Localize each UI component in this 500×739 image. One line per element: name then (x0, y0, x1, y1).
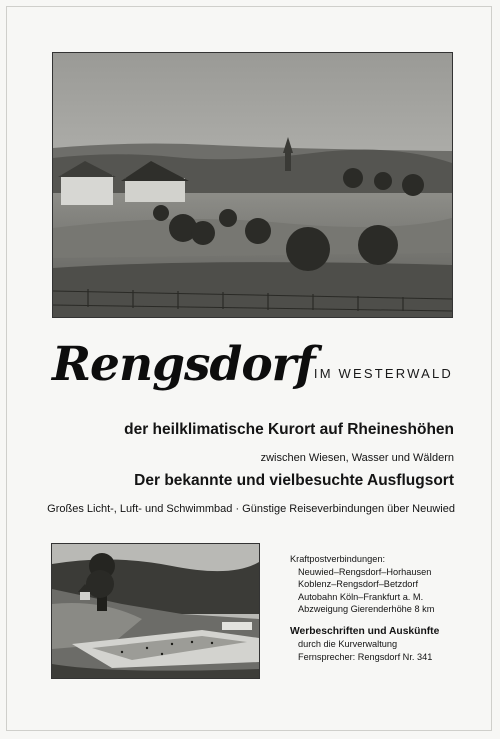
town-title: Rengsdorf (52, 337, 315, 392)
route-line: Koblenz–Rengsdorf–Betzdorf (298, 579, 419, 590)
tagline-kurort: der heilklimatische Kurort auf Rheineshöhen (124, 421, 454, 438)
tagline-ausflugsort: Der bekannte und vielbesuchte Ausflugsort (134, 472, 454, 489)
route-line: Abzweigung Gierenderhöhe 8 km (298, 604, 435, 615)
kraftpost-heading: Kraftpostverbindungen: (290, 554, 386, 564)
route-line: Neuwied–Rengsdorf–Horhausen (298, 566, 432, 577)
swimming-pool-photo (51, 543, 260, 679)
region-subtitle: IM WESTERWALD (313, 366, 453, 381)
contact-line: Fernsprecher: Rengsdorf Nr. 341 (298, 651, 433, 662)
tagline-facilities: Großes Licht-, Luft- und Schwimmbad · Günstige Reiseverbindungen über Neuwied (47, 503, 455, 515)
info-block (290, 553, 465, 663)
contact-line: durch die Kurverwaltung (298, 638, 398, 649)
route-line: Autobahn Köln–Frankfurt a. M. (298, 591, 424, 602)
village-landscape-photo (52, 52, 453, 318)
title-row (52, 332, 453, 402)
tagline-landscape: zwischen Wiesen, Wasser und Wäldern (260, 452, 454, 464)
werbeschriften-heading: Werbeschriften und Auskünfte (290, 625, 440, 637)
